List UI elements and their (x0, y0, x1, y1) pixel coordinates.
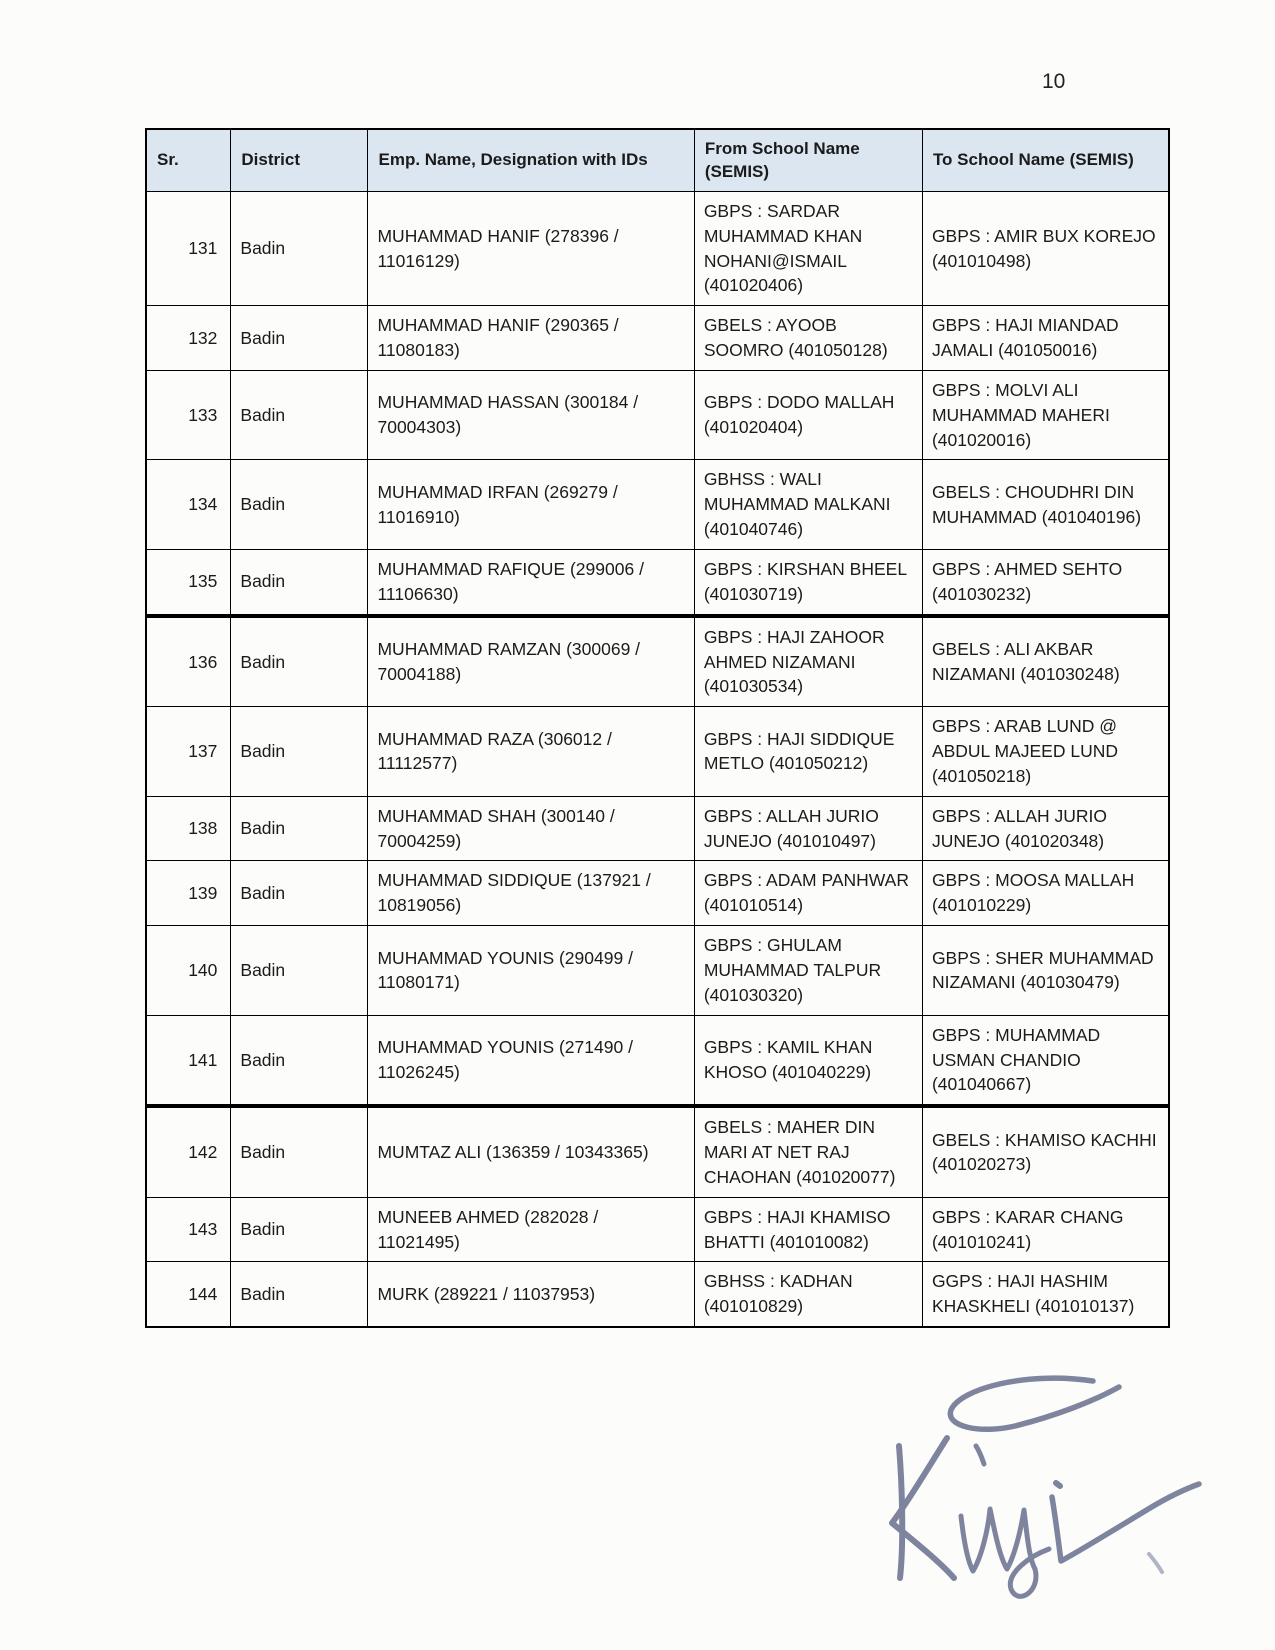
cell-from-school: GBPS : DODO MALLAH (401020404) (694, 370, 922, 460)
table-row (146, 796, 1169, 861)
cell-employee-name: MUHAMMAD YOUNIS (271490 / 11026245) (368, 1015, 694, 1106)
table-row (146, 191, 1169, 305)
cell-to-school: GBPS : KARAR CHANG (401010241) (922, 1197, 1169, 1262)
cell-from-school: GBHSS : KADHAN (401010829) (694, 1262, 922, 1327)
cell-employee-name: MUHAMMAD RAZA (306012 / 11112577) (368, 707, 694, 797)
col-header-emp-name: Emp. Name, Designation with IDs (368, 129, 694, 191)
table-row (146, 707, 1169, 797)
cell-district: Badin (231, 1106, 368, 1197)
cell-district: Badin (231, 707, 368, 797)
cell-serial-number: 131 (146, 191, 231, 305)
cell-district: Badin (231, 1262, 368, 1327)
cell-district: Badin (231, 1197, 368, 1262)
cell-employee-name: MUNEEB AHMED (282028 / 11021495) (368, 1197, 694, 1262)
cell-district: Badin (231, 861, 368, 926)
cell-serial-number: 132 (146, 306, 231, 371)
table-row (146, 926, 1169, 1016)
table-row (146, 861, 1169, 926)
cell-district: Badin (231, 616, 368, 707)
cell-district: Badin (231, 306, 368, 371)
table-row (146, 616, 1169, 707)
cell-from-school: GBELS : MAHER DIN MARI AT NET RAJ CHAOHAN (401020077) (694, 1106, 922, 1197)
cell-serial-number: 141 (146, 1015, 231, 1106)
cell-serial-number: 135 (146, 550, 231, 616)
col-header-sr: Sr. (146, 129, 231, 191)
cell-to-school: GBPS : ALLAH JURIO JUNEJO (401020348) (922, 796, 1169, 861)
cell-serial-number: 138 (146, 796, 231, 861)
page-number: 10 (1042, 70, 1066, 93)
cell-to-school: GBPS : MOOSA MALLAH (401010229) (922, 861, 1169, 926)
table-row (146, 550, 1169, 616)
col-header-district: District (231, 129, 368, 191)
cell-serial-number: 144 (146, 1262, 231, 1327)
cell-district: Badin (231, 191, 368, 305)
cell-employee-name: MURK (289221 / 11037953) (368, 1262, 694, 1327)
cell-to-school: GBELS : CHOUDHRI DIN MUHAMMAD (401040196) (922, 460, 1169, 550)
table-row (146, 1106, 1169, 1197)
cell-employee-name: MUHAMMAD RAFIQUE (299006 / 11106630) (368, 550, 694, 616)
table-row (146, 460, 1169, 550)
cell-to-school: GBPS : MOLVI ALI MUHAMMAD MAHERI (401020016) (922, 370, 1169, 460)
cell-employee-name: MUHAMMAD YOUNIS (290499 / 11080171) (368, 926, 694, 1016)
cell-serial-number: 140 (146, 926, 231, 1016)
cell-district: Badin (231, 926, 368, 1016)
cell-district: Badin (231, 1015, 368, 1106)
cell-to-school: GBPS : AHMED SEHTO (401030232) (922, 550, 1169, 616)
cell-district: Badin (231, 796, 368, 861)
cell-to-school: GBELS : ALI AKBAR NIZAMANI (401030248) (922, 616, 1169, 707)
cell-from-school: GBPS : ADAM PANHWAR (401010514) (694, 861, 922, 926)
cell-serial-number: 137 (146, 707, 231, 797)
cell-from-school: GBPS : ALLAH JURIO JUNEJO (401010497) (694, 796, 922, 861)
cell-employee-name: MUHAMMAD SHAH (300140 / 70004259) (368, 796, 694, 861)
cell-from-school: GBPS : KAMIL KHAN KHOSO (401040229) (694, 1015, 922, 1106)
cell-employee-name: MUHAMMAD HASSAN (300184 / 70004303) (368, 370, 694, 460)
cell-employee-name: MUHAMMAD IRFAN (269279 / 11016910) (368, 460, 694, 550)
col-header-from-school: From School Name (SEMIS) (694, 129, 922, 191)
cell-employee-name: MUHAMMAD SIDDIQUE (137921 / 10819056) (368, 861, 694, 926)
table-row (146, 1197, 1169, 1262)
cell-employee-name: MUHAMMAD HANIF (290365 / 11080183) (368, 306, 694, 371)
cell-from-school: GBPS : SARDAR MUHAMMAD KHAN NOHANI@ISMAIL (401020406) (694, 191, 922, 305)
cell-district: Badin (231, 460, 368, 550)
cell-from-school: GBPS : HAJI ZAHOOR AHMED NIZAMANI (401030534) (694, 616, 922, 707)
cell-serial-number: 136 (146, 616, 231, 707)
cell-serial-number: 143 (146, 1197, 231, 1262)
cell-to-school: GBPS : MUHAMMAD USMAN CHANDIO (401040667) (922, 1015, 1169, 1106)
cell-from-school: GBPS : KIRSHAN BHEEL (401030719) (694, 550, 922, 616)
table-row (146, 306, 1169, 371)
cell-from-school: GBHSS : WALI MUHAMMAD MALKANI (401040746) (694, 460, 922, 550)
cell-to-school: GBPS : HAJI MIANDAD JAMALI (401050016) (922, 306, 1169, 371)
cell-to-school: GBPS : AMIR BUX KOREJO (401010498) (922, 191, 1169, 305)
cell-from-school: GBELS : AYOOB SOOMRO (401050128) (694, 306, 922, 371)
transfer-roster-table (145, 128, 1170, 1328)
cell-from-school: GBPS : GHULAM MUHAMMAD TALPUR (401030320) (694, 926, 922, 1016)
cell-to-school: GBPS : SHER MUHAMMAD NIZAMANI (401030479) (922, 926, 1169, 1016)
cell-from-school: GBPS : HAJI SIDDIQUE METLO (401050212) (694, 707, 922, 797)
cell-serial-number: 134 (146, 460, 231, 550)
cell-from-school: GBPS : HAJI KHAMISO BHATTI (401010082) (694, 1197, 922, 1262)
cell-serial-number: 133 (146, 370, 231, 460)
table-row (146, 370, 1169, 460)
col-header-to-school: To School Name (SEMIS) (922, 129, 1169, 191)
cell-district: Badin (231, 550, 368, 616)
cell-employee-name: MUMTAZ ALI (136359 / 10343365) (368, 1106, 694, 1197)
cell-district: Badin (231, 370, 368, 460)
table-header-row (146, 129, 1169, 191)
cell-to-school: GBELS : KHAMISO KACHHI (401020273) (922, 1106, 1169, 1197)
cell-employee-name: MUHAMMAD HANIF (278396 / 11016129) (368, 191, 694, 305)
cell-serial-number: 142 (146, 1106, 231, 1197)
cell-employee-name: MUHAMMAD RAMZAN (300069 / 70004188) (368, 616, 694, 707)
cell-serial-number: 139 (146, 861, 231, 926)
cell-to-school: GGPS : HAJI HASHIM KHASKHELI (401010137) (922, 1262, 1169, 1327)
table-row (146, 1015, 1169, 1106)
table-row (146, 1262, 1169, 1327)
cell-to-school: GBPS : ARAB LUND @ ABDUL MAJEED LUND (401050218) (922, 707, 1169, 797)
